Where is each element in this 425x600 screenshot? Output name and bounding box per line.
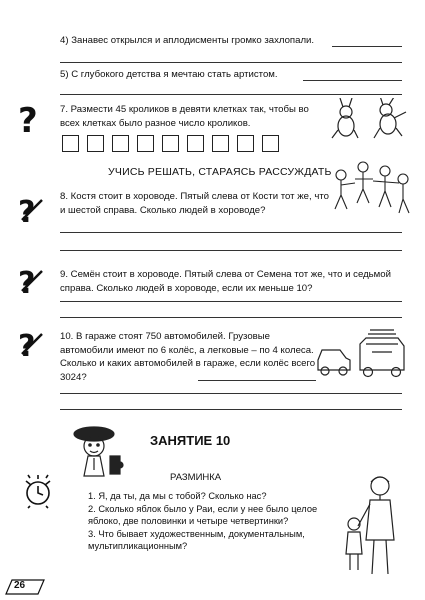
- warmup-list: [88, 490, 344, 553]
- question-7: 7. Размести 45 кроликов в девяти клетках так, чтобы во всех клетках было разное число кроликов.: [60, 104, 309, 129]
- svg-text:?: ?: [18, 329, 36, 362]
- warmup-title: РАЗМИНКА: [170, 472, 222, 483]
- answer-line[interactable]: [60, 232, 402, 233]
- answer-line[interactable]: [332, 46, 402, 47]
- page-number: 26: [14, 580, 26, 591]
- cage-box[interactable]: [212, 135, 229, 152]
- answer-line[interactable]: [60, 317, 402, 318]
- list-item: 3. Что бывает художественным, документальным, мультипликационным?: [88, 528, 305, 551]
- question-pen-icon: [16, 328, 46, 362]
- round-dance-illustration: [325, 157, 413, 215]
- question-pen-icon: [16, 265, 46, 299]
- cage-box[interactable]: [262, 135, 279, 152]
- cage-box[interactable]: [162, 135, 179, 152]
- lesson-title: ЗАНЯТИЕ 10: [150, 433, 231, 448]
- cage-box[interactable]: [112, 135, 129, 152]
- question-10: 10. В гараже стоят 750 автомобилей. Грузовые автомобили имеют по 6 колёс, а легковые – по 4 колеса. Сколько и каких автомобилей в гараже, если колёс всего 3024?: [60, 331, 316, 383]
- cage-box[interactable]: [87, 135, 104, 152]
- question-5: 5) С глубокого детства я мечтаю стать артистом.: [60, 69, 278, 80]
- alarm-clock-icon: [20, 473, 56, 509]
- answer-line[interactable]: [60, 301, 402, 302]
- answer-line[interactable]: [60, 62, 402, 63]
- list-item: 2. Сколько яблок было у Раи, если у нее было целое яблоко, две половинки и четыре четвертинки?: [88, 503, 318, 526]
- rabbits-illustration: [328, 98, 412, 140]
- section-heading: УЧИСЬ РЕШАТЬ, СТАРАЯСЬ РАССУЖДАТЬ: [108, 166, 332, 178]
- question-4: 4) Занавес открылся и аплодисменты громко захлопали.: [60, 35, 315, 46]
- list-item: 1. Я, да ты, да мы с тобой? Сколько нас?: [88, 491, 267, 501]
- cage-box[interactable]: [187, 135, 204, 152]
- answer-line[interactable]: [60, 250, 402, 251]
- answer-line[interactable]: [303, 80, 402, 81]
- cars-illustration: [316, 326, 408, 378]
- answer-line[interactable]: [60, 409, 402, 410]
- answer-line[interactable]: [60, 94, 402, 95]
- cage-box[interactable]: [237, 135, 254, 152]
- question-8: 8. Костя стоит в хороводе. Пятый слева от Кости тот же, что и шестой справа. Сколько людей в хороводе?: [60, 191, 329, 216]
- svg-text:?: ?: [18, 266, 36, 299]
- cage-box[interactable]: [62, 135, 79, 152]
- schoolboy-puzzle-illustration: [66, 418, 132, 484]
- cage-box[interactable]: [137, 135, 154, 152]
- question-mark-icon: ?: [18, 101, 38, 141]
- svg-text:?: ?: [18, 195, 36, 228]
- question-pen-icon: [16, 194, 46, 228]
- answer-line[interactable]: [198, 380, 316, 381]
- mother-daughter-illustration: [340, 470, 410, 582]
- answer-line[interactable]: [60, 393, 402, 394]
- question-9: 9. Семён стоит в хороводе. Пятый слева от Семена тот же, что и седьмой справа. Сколько людей в хороводе, если их меньше 10?: [60, 269, 391, 294]
